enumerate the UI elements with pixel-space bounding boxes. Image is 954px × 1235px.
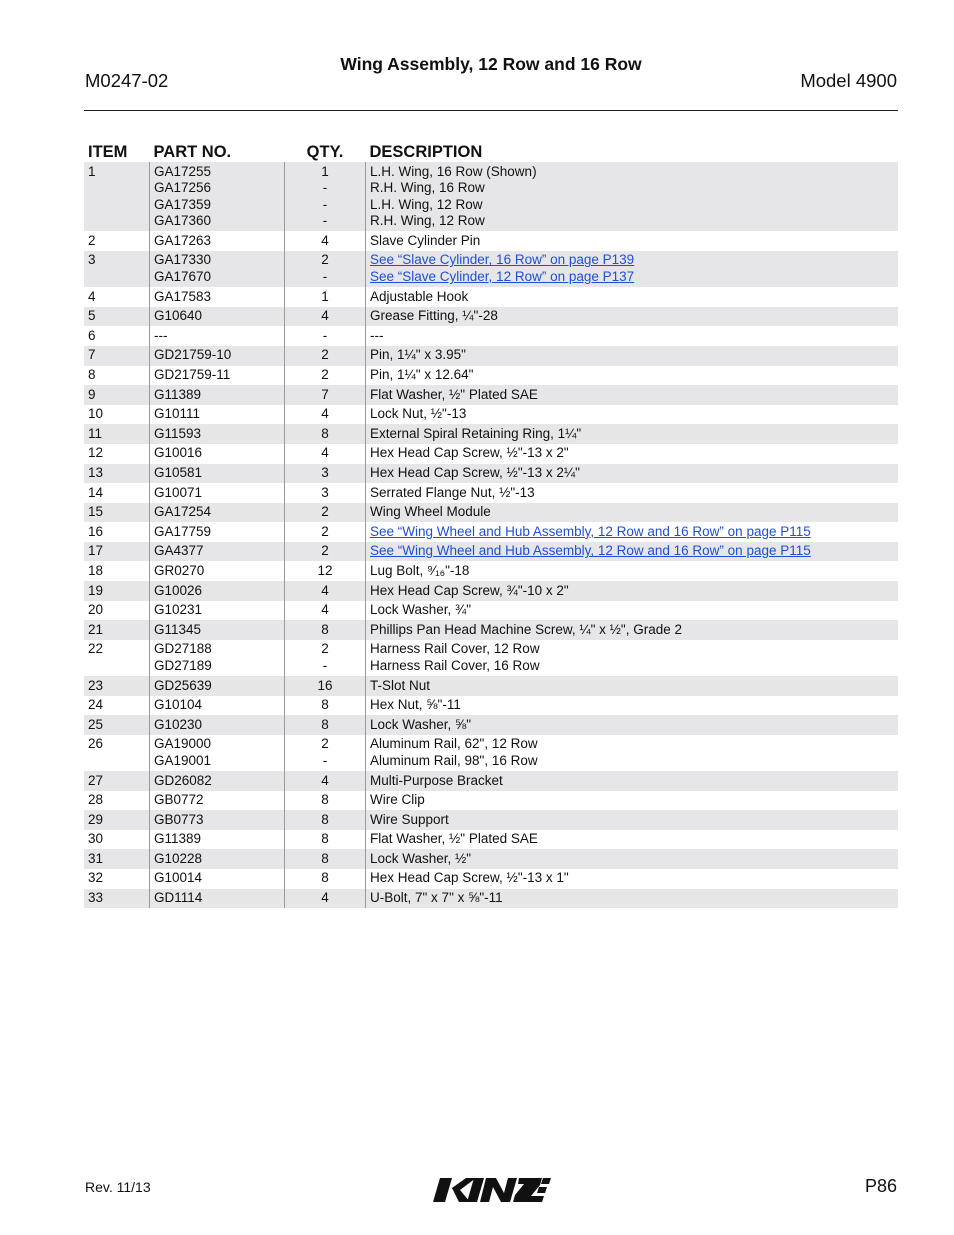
quantity: 4 — [321, 232, 329, 248]
item-number: 17 — [84, 542, 150, 562]
page-number: P86 — [864, 1176, 897, 1196]
quantity: 8 — [321, 621, 329, 637]
description-cell — [366, 307, 899, 327]
part-number-cell — [150, 307, 285, 327]
column-header-item: ITEM — [88, 143, 128, 161]
description-cell — [366, 464, 899, 484]
quantity: 4 — [321, 406, 329, 422]
quantity: 8 — [321, 811, 329, 827]
item-number: 11 — [84, 424, 150, 444]
table-row — [84, 735, 898, 771]
quantity-cell — [285, 287, 366, 307]
description: R.H. Wing, 16 Row — [370, 180, 485, 196]
part-number-cell — [150, 483, 285, 503]
description: Lock Washer, ⅝" — [370, 716, 472, 732]
description-cell — [366, 405, 899, 425]
quantity: 2 — [321, 736, 329, 752]
description-cell — [366, 869, 899, 889]
table-row — [84, 849, 898, 869]
part-number-cell — [150, 869, 285, 889]
table-row — [84, 346, 898, 366]
quantity-cell — [285, 810, 366, 830]
item-number: 12 — [88, 445, 104, 461]
part-number: GA17360 — [154, 213, 212, 229]
quantity-cell — [285, 771, 366, 791]
part-number: G10228 — [154, 850, 203, 866]
part-number: GD21759-11 — [154, 367, 231, 383]
description-cell — [366, 735, 899, 771]
quantity: 2 — [321, 543, 329, 559]
table-header — [84, 139, 898, 162]
part-number: GA17255 — [154, 163, 212, 179]
document-number: M0247-02 — [85, 70, 169, 91]
part-number: G11389 — [154, 831, 202, 847]
part-number: G10230 — [154, 716, 203, 732]
part-number-cell — [150, 405, 285, 425]
part-number-cell — [150, 889, 285, 909]
quantity: 8 — [321, 697, 329, 713]
description: Hex Head Cap Screw, ½"-13 x 2¼" — [370, 465, 580, 480]
cross-reference-link[interactable]: See “Wing Wheel and Hub Assembly, 12 Row and 16 Row” on page P115 — [370, 523, 811, 539]
quantity-cell — [285, 307, 366, 327]
quantity-cell — [285, 366, 366, 386]
part-number-cell — [150, 503, 285, 523]
table-row — [84, 503, 898, 523]
part-number: --- — [154, 327, 168, 343]
description-cell — [366, 715, 899, 735]
parts-table — [84, 139, 898, 908]
table-row — [84, 640, 898, 676]
part-number: G10016 — [154, 445, 203, 461]
part-number: GR0270 — [154, 562, 205, 578]
item-number: 20 — [88, 602, 104, 618]
description: Harness Rail Cover, 12 Row — [370, 641, 540, 657]
quantity: - — [322, 196, 328, 212]
item-number: 3 — [84, 251, 150, 287]
item-number: 8 — [88, 367, 96, 383]
description: Aluminum Rail, 98", 16 Row — [370, 752, 538, 768]
part-number-cell — [150, 581, 285, 601]
part-number-cell — [150, 735, 285, 771]
table-row — [84, 869, 898, 889]
description: U-Bolt, 7" x 7" x ⅝"-11 — [370, 890, 503, 906]
item-number: 14 — [88, 484, 104, 500]
item-number: 6 — [88, 327, 96, 343]
item-number: 4 — [88, 288, 96, 304]
quantity-cell — [285, 542, 366, 562]
table-row — [84, 830, 898, 850]
quantity-cell — [285, 251, 366, 287]
quantity: 3 — [321, 465, 329, 480]
quantity: 3 — [321, 484, 329, 500]
quantity-cell — [285, 405, 366, 425]
description-cell — [366, 287, 899, 307]
table-row — [84, 287, 898, 307]
description: Adjustable Hook — [370, 288, 469, 304]
description: L.H. Wing, 12 Row — [370, 196, 483, 212]
description: Flat Washer, ½" Plated SAE — [370, 831, 538, 847]
quantity-cell — [285, 620, 366, 640]
part-number: G10231 — [154, 602, 203, 618]
item-number: 23 — [84, 676, 150, 696]
part-number: G11593 — [154, 425, 202, 441]
quantity-cell — [285, 561, 366, 581]
description: Pin, 1¼" x 3.95" — [370, 347, 466, 363]
part-number: GA17359 — [154, 196, 212, 212]
kinze-logo — [432, 1174, 552, 1206]
item-number: 31 — [84, 849, 150, 869]
description-cell — [366, 231, 899, 251]
description: Serrated Flange Nut, ½"-13 — [370, 484, 535, 500]
item-number: 32 — [88, 870, 104, 886]
table-row — [84, 581, 898, 601]
description: Hex Head Cap Screw, ½"-13 x 1" — [370, 870, 569, 886]
description: Grease Fitting, ¼"-28 — [370, 308, 498, 324]
quantity-cell — [285, 162, 366, 231]
description-cell — [366, 251, 899, 287]
quantity-cell — [285, 464, 366, 484]
part-number: GA17759 — [154, 523, 212, 539]
table-row — [84, 810, 898, 830]
part-number: GA19000 — [154, 736, 212, 752]
part-number-cell — [150, 849, 285, 869]
table-body — [84, 162, 898, 908]
item-number: 21 — [84, 620, 150, 640]
quantity: 4 — [321, 890, 329, 906]
quantity: 2 — [321, 523, 329, 539]
part-number: GB0772 — [154, 792, 204, 808]
quantity: - — [322, 213, 328, 229]
quantity-cell — [285, 849, 366, 869]
part-number-cell — [150, 366, 285, 386]
quantity: - — [322, 752, 328, 768]
part-number-cell — [150, 791, 285, 811]
item-number: 28 — [88, 792, 104, 808]
quantity-cell — [285, 676, 366, 696]
table-row — [84, 522, 898, 542]
table-row — [84, 542, 898, 562]
table-row — [84, 162, 898, 231]
table-row — [84, 366, 898, 386]
cross-reference-link[interactable]: See “Slave Cylinder, 16 Row” on page P139 — [370, 252, 635, 268]
description: Flat Washer, ½" Plated SAE — [370, 386, 538, 402]
item-number: 24 — [88, 697, 104, 713]
description: Wire Clip — [370, 792, 425, 808]
description-cell — [366, 810, 899, 830]
description-cell — [366, 830, 899, 850]
column-header-part: PART NO. — [153, 143, 232, 161]
description: Lug Bolt, ⁹⁄₁₆"-18 — [370, 562, 470, 578]
quantity: - — [322, 269, 328, 285]
description-cell — [366, 601, 899, 621]
part-number: G10071 — [154, 484, 203, 500]
item-number: 22 — [88, 641, 104, 657]
item-number: 25 — [84, 715, 150, 735]
part-number-cell — [150, 251, 285, 287]
cross-reference-link[interactable]: See “Wing Wheel and Hub Assembly, 12 Row and 16 Row” on page P115 — [370, 543, 811, 559]
item-number: 5 — [84, 307, 150, 327]
column-header-description: DESCRIPTION — [369, 143, 483, 161]
part-number: G10014 — [154, 870, 203, 886]
quantity: 8 — [321, 425, 329, 441]
quantity: 4 — [321, 602, 329, 618]
description: Lock Washer, ¾" — [370, 602, 472, 618]
description-cell — [366, 385, 899, 405]
description: Wire Support — [370, 811, 449, 827]
quantity-cell — [285, 830, 366, 850]
part-number: G11389 — [154, 386, 202, 402]
description-cell — [366, 561, 899, 581]
part-number: GB0773 — [154, 811, 204, 827]
model-name: Model 4900 — [800, 70, 897, 91]
part-number-cell — [150, 676, 285, 696]
table-row — [84, 561, 898, 581]
table-row — [84, 424, 898, 444]
part-number: G10640 — [154, 308, 203, 324]
quantity-cell — [285, 889, 366, 909]
part-number-cell — [150, 231, 285, 251]
table-row — [84, 676, 898, 696]
part-number: GD26082 — [154, 772, 212, 788]
item-number: 10 — [88, 406, 104, 422]
quantity: 16 — [317, 677, 333, 693]
quantity: 8 — [321, 850, 329, 866]
description: Lock Nut, ½"-13 — [370, 406, 467, 422]
part-number: GA17254 — [154, 504, 212, 520]
quantity: 4 — [321, 308, 329, 324]
item-number: 27 — [84, 771, 150, 791]
item-number: 29 — [84, 810, 150, 830]
description: Phillips Pan Head Machine Screw, ¼" x ½", Grade 2 — [370, 621, 682, 637]
quantity-cell — [285, 424, 366, 444]
description-cell — [366, 620, 899, 640]
description: Multi-Purpose Bracket — [370, 772, 503, 788]
quantity-cell — [285, 326, 366, 346]
table-row — [84, 601, 898, 621]
part-number: GA4377 — [154, 543, 204, 559]
quantity: 8 — [321, 870, 329, 886]
quantity-cell — [285, 503, 366, 523]
quantity-cell — [285, 601, 366, 621]
table-row — [84, 620, 898, 640]
part-number-cell — [150, 162, 285, 231]
part-number-cell — [150, 326, 285, 346]
quantity: - — [322, 327, 328, 343]
description-cell — [366, 162, 899, 231]
quantity-cell — [285, 696, 366, 716]
part-number-cell — [150, 830, 285, 850]
description-cell — [366, 696, 899, 716]
part-number-cell — [150, 464, 285, 484]
quantity: 1 — [321, 288, 329, 304]
part-number-cell — [150, 522, 285, 542]
revision-label: Rev. 11/13 — [85, 1179, 151, 1195]
quantity: 2 — [321, 252, 329, 268]
quantity: 4 — [321, 445, 329, 461]
description-cell — [366, 483, 899, 503]
description: Pin, 1¼" x 12.64" — [370, 367, 474, 383]
part-number: GD21759-10 — [154, 347, 232, 363]
description: T-Slot Nut — [370, 677, 431, 693]
quantity-cell — [285, 522, 366, 542]
description: R.H. Wing, 12 Row — [370, 213, 485, 229]
quantity: 2 — [321, 347, 329, 363]
part-number: GA17670 — [154, 269, 212, 285]
part-number: GA17583 — [154, 288, 212, 304]
part-number-cell — [150, 424, 285, 444]
description: Hex Head Cap Screw, ¾"-10 x 2" — [370, 582, 569, 598]
table-row — [84, 771, 898, 791]
description: External Spiral Retaining Ring, 1¼" — [370, 425, 582, 441]
item-number: 2 — [88, 232, 96, 248]
description-cell — [366, 640, 899, 676]
item-number: 26 — [88, 736, 104, 752]
table-row — [84, 326, 898, 346]
part-number-cell — [150, 287, 285, 307]
table-row — [84, 889, 898, 909]
table-row — [84, 791, 898, 811]
part-number: GD1114 — [154, 890, 203, 906]
part-number: G11345 — [154, 621, 202, 637]
item-number: 30 — [88, 831, 104, 847]
table-row — [84, 405, 898, 425]
quantity: 2 — [321, 367, 329, 383]
table-row — [84, 483, 898, 503]
description-cell — [366, 522, 899, 542]
quantity: 12 — [317, 562, 333, 578]
quantity: 8 — [321, 831, 329, 847]
quantity-cell — [285, 483, 366, 503]
description: Hex Head Cap Screw, ½"-13 x 2" — [370, 445, 569, 461]
description: --- — [370, 327, 384, 343]
description-cell — [366, 791, 899, 811]
part-number-cell — [150, 444, 285, 464]
quantity-cell — [285, 385, 366, 405]
description: Lock Washer, ½" — [370, 850, 472, 866]
quantity: 1 — [321, 163, 329, 179]
part-number-cell — [150, 561, 285, 581]
description-cell — [366, 889, 899, 909]
item-number: 1 — [84, 162, 150, 231]
part-number-cell — [150, 640, 285, 676]
description-cell — [366, 581, 899, 601]
part-number: GA17330 — [154, 252, 212, 268]
quantity-cell — [285, 791, 366, 811]
quantity: - — [322, 657, 328, 673]
quantity: - — [322, 180, 328, 196]
item-number: 33 — [84, 889, 150, 909]
description-cell — [366, 849, 899, 869]
item-number: 9 — [84, 385, 150, 405]
page-title: Wing Assembly, 12 Row and 16 Row — [340, 54, 642, 74]
part-number-cell — [150, 715, 285, 735]
part-number-cell — [150, 620, 285, 640]
part-number-cell — [150, 601, 285, 621]
quantity: 8 — [321, 716, 329, 732]
part-number: G10104 — [154, 697, 203, 713]
description-cell — [366, 503, 899, 523]
table-row — [84, 385, 898, 405]
part-number: GA17263 — [154, 232, 212, 248]
part-number: GD27188 — [154, 641, 212, 657]
quantity: 4 — [321, 772, 329, 788]
part-number-cell — [150, 346, 285, 366]
description-cell — [366, 771, 899, 791]
table-row — [84, 715, 898, 735]
quantity-cell — [285, 444, 366, 464]
part-number: G10111 — [154, 406, 201, 422]
table-row — [84, 231, 898, 251]
quantity: 4 — [321, 582, 329, 598]
cross-reference-link[interactable]: See “Slave Cylinder, 12 Row” on page P137 — [370, 269, 635, 285]
description: L.H. Wing, 16 Row (Shown) — [370, 163, 537, 179]
description: Hex Nut, ⅝"-11 — [370, 697, 461, 713]
part-number-cell — [150, 771, 285, 791]
quantity-cell — [285, 640, 366, 676]
part-number: G10026 — [154, 582, 203, 598]
table-row — [84, 307, 898, 327]
table-row — [84, 251, 898, 287]
description-cell — [366, 444, 899, 464]
part-number-cell — [150, 696, 285, 716]
quantity: 2 — [321, 641, 329, 657]
item-number: 13 — [84, 464, 150, 484]
column-header-qty: QTY. — [306, 143, 344, 161]
table-row — [84, 696, 898, 716]
item-number: 16 — [88, 523, 104, 539]
quantity-cell — [285, 346, 366, 366]
description-cell — [366, 326, 899, 346]
table-row — [84, 464, 898, 484]
part-number-cell — [150, 385, 285, 405]
description-cell — [366, 676, 899, 696]
quantity: 8 — [321, 792, 329, 808]
quantity-cell — [285, 581, 366, 601]
header-divider — [84, 110, 898, 111]
description-cell — [366, 424, 899, 444]
description: Wing Wheel Module — [370, 504, 491, 520]
description-cell — [366, 346, 899, 366]
item-number: 19 — [84, 581, 150, 601]
part-number: G10581 — [154, 465, 203, 480]
item-number: 18 — [88, 562, 104, 578]
part-number-cell — [150, 810, 285, 830]
quantity: 2 — [321, 504, 329, 520]
quantity-cell — [285, 869, 366, 889]
part-number: GA19001 — [154, 752, 212, 768]
part-number: GD25639 — [154, 677, 212, 693]
part-number-cell — [150, 542, 285, 562]
description: Aluminum Rail, 62", 12 Row — [370, 736, 538, 752]
description: Harness Rail Cover, 16 Row — [370, 657, 540, 673]
description: Slave Cylinder Pin — [370, 232, 481, 248]
quantity-cell — [285, 715, 366, 735]
description-cell — [366, 366, 899, 386]
item-number: 7 — [84, 346, 150, 366]
description-cell — [366, 542, 899, 562]
part-number: GA17256 — [154, 180, 212, 196]
header-row — [84, 139, 898, 162]
quantity: 7 — [321, 386, 329, 402]
table-row — [84, 444, 898, 464]
item-number: 15 — [84, 503, 150, 523]
quantity-cell — [285, 735, 366, 771]
quantity-cell — [285, 231, 366, 251]
part-number: GD27189 — [154, 657, 212, 673]
